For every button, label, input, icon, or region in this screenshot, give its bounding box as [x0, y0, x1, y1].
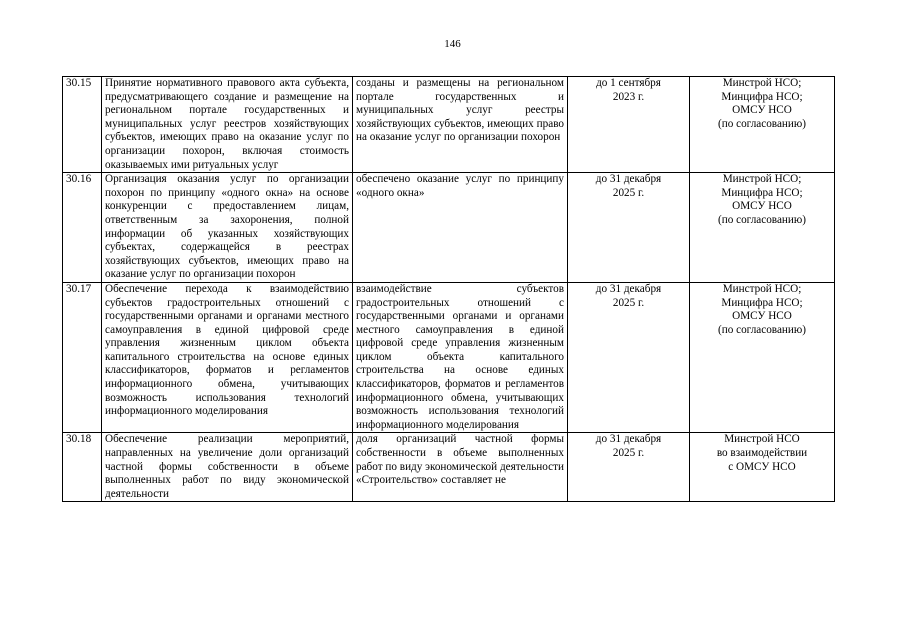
deadline-cell: до 31 декабря 2025 г.: [568, 433, 690, 502]
measure-cell: Обеспечение перехода к взаимодействию субъектов градостроительных отношений с государственными органами и органами местного самоуправления в единой цифровой среде управления жизненным циклом объекта капитального строительства на основе единых классификаторов, форматов и регламентов информационного обмена, учитывающих возможность использования технологий информационного моделирования: [102, 282, 353, 433]
table-row: [63, 77, 835, 173]
table-row: [63, 433, 835, 502]
row-number: 30.16: [63, 173, 102, 283]
deadline-cell: до 1 сентября 2023 г.: [568, 77, 690, 173]
measures-table: [62, 76, 835, 502]
table-row: [63, 282, 835, 433]
deadline-cell: до 31 декабря 2025 г.: [568, 173, 690, 283]
executors-cell: Минстрой НСО; Минцифра НСО; ОМСУ НСО (по согласованию): [690, 77, 835, 173]
table-row: [63, 173, 835, 283]
row-number: 30.17: [63, 282, 102, 433]
result-cell: созданы и размещены на региональном портале государственных и муниципальных услуг реестры хозяйствующих субъектов, имеющих право на оказание услуг по организации похорон: [353, 77, 568, 173]
deadline-cell: до 31 декабря 2025 г.: [568, 282, 690, 433]
result-cell: обеспечено оказание услуг по принципу «одного окна»: [353, 173, 568, 283]
result-cell: доля организаций частной формы собственности в объеме выполненных работ по виду экономической деятельности «Строительство» составляет не: [353, 433, 568, 502]
executors-cell: Минстрой НСО во взаимодействии с ОМСУ НСО: [690, 433, 835, 502]
page-number: 146: [444, 38, 461, 50]
result-cell: взаимодействие субъектов градостроительных отношений с государственными органами и органами местного самоуправления в единой цифровой среде управления жизненным циклом объекта капитального строительства на основе единых классификаторов, форматов и регламентов информационного обмена, учитывающих возможность использования технологий информационного моделирования: [353, 282, 568, 433]
measure-cell: Организация оказания услуг по организации похорон по принципу «одного окна» на основе конкуренции с предоставлением лицам, ответственным за захоронения, полной информации об указанных хозяйствующих субъектах, содержащейся в реестрах хозяйствующих субъектов, имеющих право на оказание услуг по организации похорон: [102, 173, 353, 283]
executors-cell: Минстрой НСО; Минцифра НСО; ОМСУ НСО (по согласованию): [690, 282, 835, 433]
row-number: 30.18: [63, 433, 102, 502]
executors-cell: Минстрой НСО; Минцифра НСО; ОМСУ НСО (по согласованию): [690, 173, 835, 283]
measure-cell: Принятие нормативного правового акта субъекта, предусматривающего создание и размещение на региональном портале государственных и муниципальных услуг реестров хозяйствующих субъектов, имеющих право на оказание услуг по организации похорон, включая стоимость оказываемых ими ритуальных услуг: [102, 77, 353, 173]
row-number: 30.15: [63, 77, 102, 173]
measure-cell: Обеспечение реализации мероприятий, направленных на увеличение доли организаций частной формы собственности в объеме выполненных работ по виду экономической деятельности: [102, 433, 353, 502]
